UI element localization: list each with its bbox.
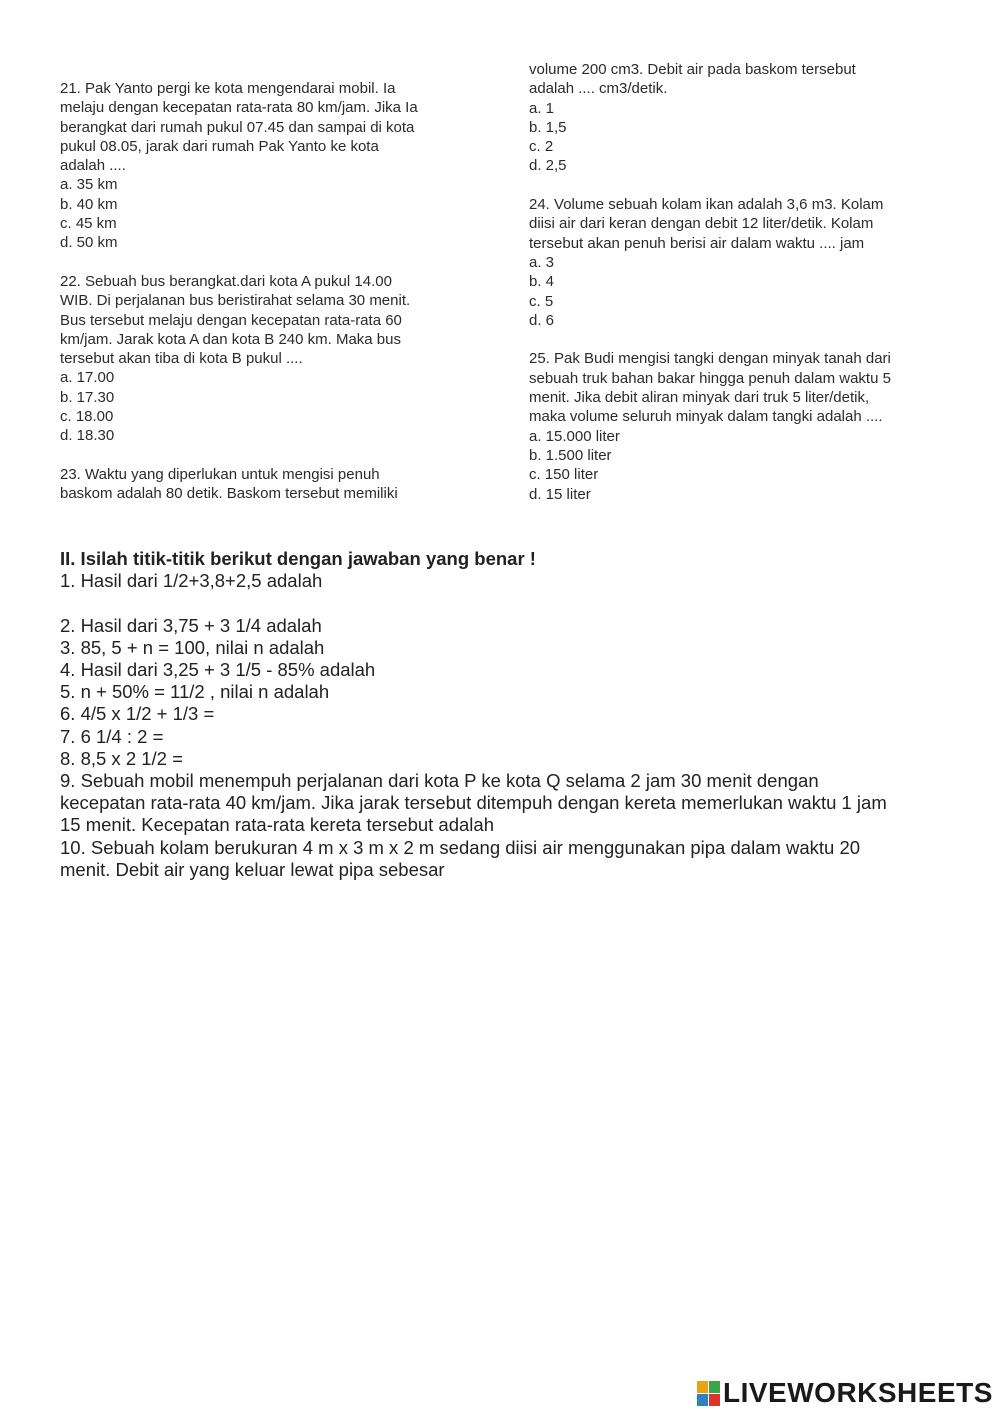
option-a: a. 1 [529,99,555,117]
option-d: d. 6 [529,311,555,329]
option-d: d. 15 liter [529,485,591,503]
option-c: c. 2 [529,138,554,156]
option-c: c. 5 [529,292,554,310]
logo-tile [697,1394,708,1406]
question-21 [60,79,490,253]
option-c: c. 150 liter [529,466,599,484]
fill-item: 6. 4/5 x 1/2 + 1/3 = [60,703,215,725]
question-23-start [60,465,490,504]
question-text: melaju dengan kecepatan rata-rata 80 km/jam. Jika Ia [60,99,418,117]
question-24 [529,195,959,330]
question-text: volume 200 cm3. Debit air pada baskom tersebut [529,61,856,78]
option-a: a. 35 km [60,176,118,194]
question-text: 23. Waktu yang diperlukan untuk mengisi penuh [60,465,380,483]
logo-tile [709,1394,720,1406]
logo-mark-icon [697,1381,720,1406]
option-b: b. 1.500 liter [529,446,612,464]
question-text: 22. Sebuah bus berangkat.dari kota A pukul 14.00 [60,272,392,290]
question-text: 21. Pak Yanto pergi ke kota mengendarai mobil. Ia [60,80,396,97]
fill-item: 10. Sebuah kolam berukuran 4 m x 3 m x 2 m sedang diisi air menggunakan pipa dalam waktu 20 [60,836,861,858]
option-d: d. 2,5 [529,157,567,175]
fill-item: 2. Hasil dari 3,75 + 3 1/4 adalah [60,614,322,636]
liveworksheets-logo [697,1378,997,1408]
question-text: berangkat dari rumah pukul 07.45 dan sampai di kota [60,118,415,136]
question-25 [529,349,959,503]
fill-item: 5. n + 50% = 11/2 , nilai n adalah [60,681,330,703]
question-text: baskom adalah 80 detik. Baskom tersebut memiliki [60,485,398,503]
fill-item: menit. Debit air yang keluar lewat pipa sebesar [60,858,445,880]
option-c: c. 45 km [60,215,117,233]
option-d: d. 50 km [60,234,118,252]
logo-text: LIVEWORKSHEETS [723,1377,993,1408]
fill-item: 15 menit. Kecepatan rata-rata kereta tersebut adalah [60,814,494,836]
fill-item: 7. 6 1/4 : 2 = [60,725,164,747]
section-2 [60,548,960,881]
question-text: menit. Jika debit aliran minyak dari truk 5 liter/detik, [529,389,870,407]
question-23-end [529,60,959,176]
section-heading: II. Isilah titik-titik berikut dengan jawaban yang benar ! [60,548,536,569]
option-a: a. 3 [529,253,555,271]
right-column [529,60,959,504]
option-b: b. 40 km [60,195,118,213]
question-text: 24. Volume sebuah kolam ikan adalah 3,6 m3. Kolam [529,196,884,214]
question-text: maka volume seluruh minyak dalam tangki adalah .... [529,408,883,426]
question-text: WIB. Di perjalanan bus beristirahat selama 30 menit. [60,292,411,310]
question-text: adalah .... [60,157,126,175]
fill-item: 3. 85, 5 + n = 100, nilai n adalah [60,636,325,658]
option-b: b. 4 [529,273,555,291]
left-column [60,79,490,504]
logo-tile [697,1381,708,1393]
option-a: a. 17.00 [60,369,115,387]
option-a: a. 15.000 liter [529,427,620,445]
fill-item: 4. Hasil dari 3,25 + 3 1/5 - 85% adalah [60,659,376,680]
question-text: km/jam. Jarak kota A dan kota B 240 km. Maka bus [60,330,401,348]
question-text: 25. Pak Budi mengisi tangki dengan minyak tanah dari [529,350,891,368]
question-text: sebuah truk bahan bakar hingga penuh dalam waktu 5 [529,369,891,387]
option-b: b. 1,5 [529,118,567,136]
question-text: Bus tersebut melaju dengan kecepatan rata-rata 60 [60,311,402,329]
option-b: b. 17.30 [60,388,115,406]
question-text: diisi air dari keran dengan debit 12 liter/detik. Kolam [529,215,874,233]
question-22 [60,272,490,446]
question-text: tersebut akan penuh berisi air dalam waktu .... jam [529,234,865,252]
option-d: d. 18.30 [60,427,115,445]
logo-tile [709,1381,720,1393]
fill-item: 9. Sebuah mobil menempuh perjalanan dari kota P ke kota Q selama 2 jam 30 menit dengan [60,770,819,792]
option-c: c. 18.00 [60,408,114,426]
question-text: tersebut akan tiba di kota B pukul .... [60,350,303,368]
question-text: adalah .... cm3/detik. [529,80,668,98]
fill-item: kecepatan rata-rata 40 km/jam. Jika jarak tersebut ditempuh dengan kereta memerlukan waktu 1 jam [60,792,887,814]
fill-item: 8. 8,5 x 2 1/2 = [60,747,183,769]
question-text: pukul 08.05, jarak dari rumah Pak Yanto ke kota [60,137,379,155]
fill-item: 1. Hasil dari 1/2+3,8+2,5 adalah [60,570,323,592]
